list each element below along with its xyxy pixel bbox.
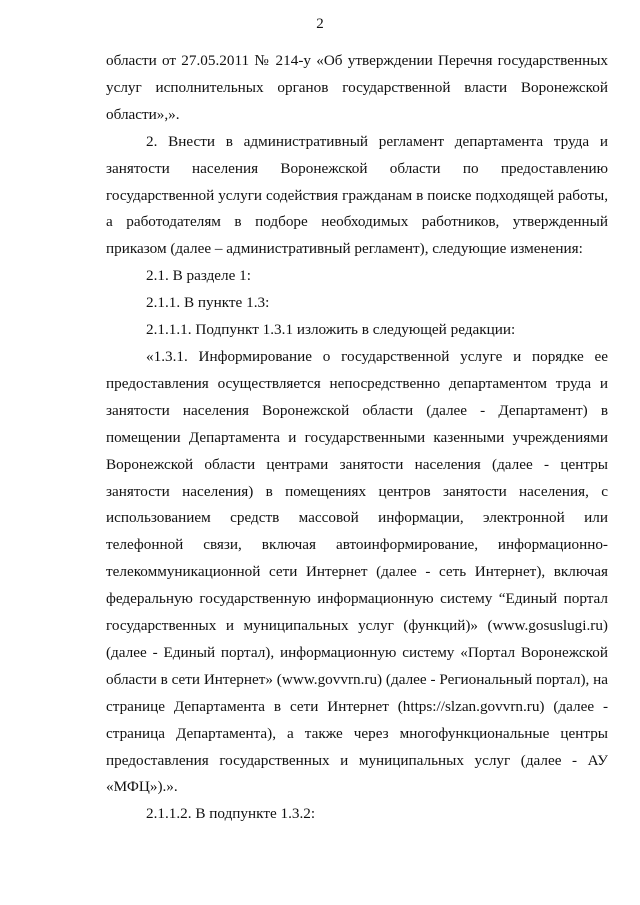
page-number: 2 xyxy=(316,16,324,32)
paragraph-item-2-1-1: 2.1.1. В пункте 1.3: xyxy=(146,294,270,312)
paragraph-item-2-1-1-2: 2.1.1.2. В подпункте 1.3.2: xyxy=(146,805,316,823)
paragraph-order-reference: области от 27.05.2011 № 214-у «Об утверждении Перечня государственных услуг исполнительных органов государственной власти Воронежской области»,». xyxy=(106,52,608,123)
document-body xyxy=(106,48,608,828)
paragraph-item-2-1-1-1: 2.1.1.1. Подпункт 1.3.1 изложить в следующей редакции: xyxy=(146,321,516,339)
paragraph-subclause-1-3-1: «1.3.1. Информирование о государственной услуге и порядке ее предоставления осуществляется непосредственно департаментом труда и занятости населения Воронежской области (далее - Департамент) в помещении Департамента и государственными казенными учреждениями Воронежской области центрами занятости населения (далее - центры занятости населения) в помещениях центров занятости населения, с использованием средств массовой информации, электронной или телефонной связи, включая автоинформирование, информационно-телекоммуникационной сети Интернет (далее - сеть Интернет), включая федеральную государственную информационную систему “Единый портал государственных и муниципальных услуг (функций)» (www.gosuslugi.ru) (далее - Единый портал), информационную систему «Портал Воронежской области в сети Интернет» (www.govvrn.ru) (далее - Региональный портал), на странице Департамента в сети Интернет (https://slzan.govvrn.ru) (далее - страница Департамента), а также через многофункциональные центры предоставления государственных и муниципальных услуг (далее - АУ «МФЦ»).». xyxy=(106,347,608,796)
paragraph-item-2: 2. Внести в административный регламент департамента труда и занятости населения Воронежской области по предоставлению государственной услуги содействия гражданам в поиске подходящей работы, а работодателям в подборе необходимых работников, утвержденный приказом (далее – административный регламент), следующие изменения: xyxy=(106,132,608,258)
paragraph-item-2-1: 2.1. В разделе 1: xyxy=(146,267,251,285)
